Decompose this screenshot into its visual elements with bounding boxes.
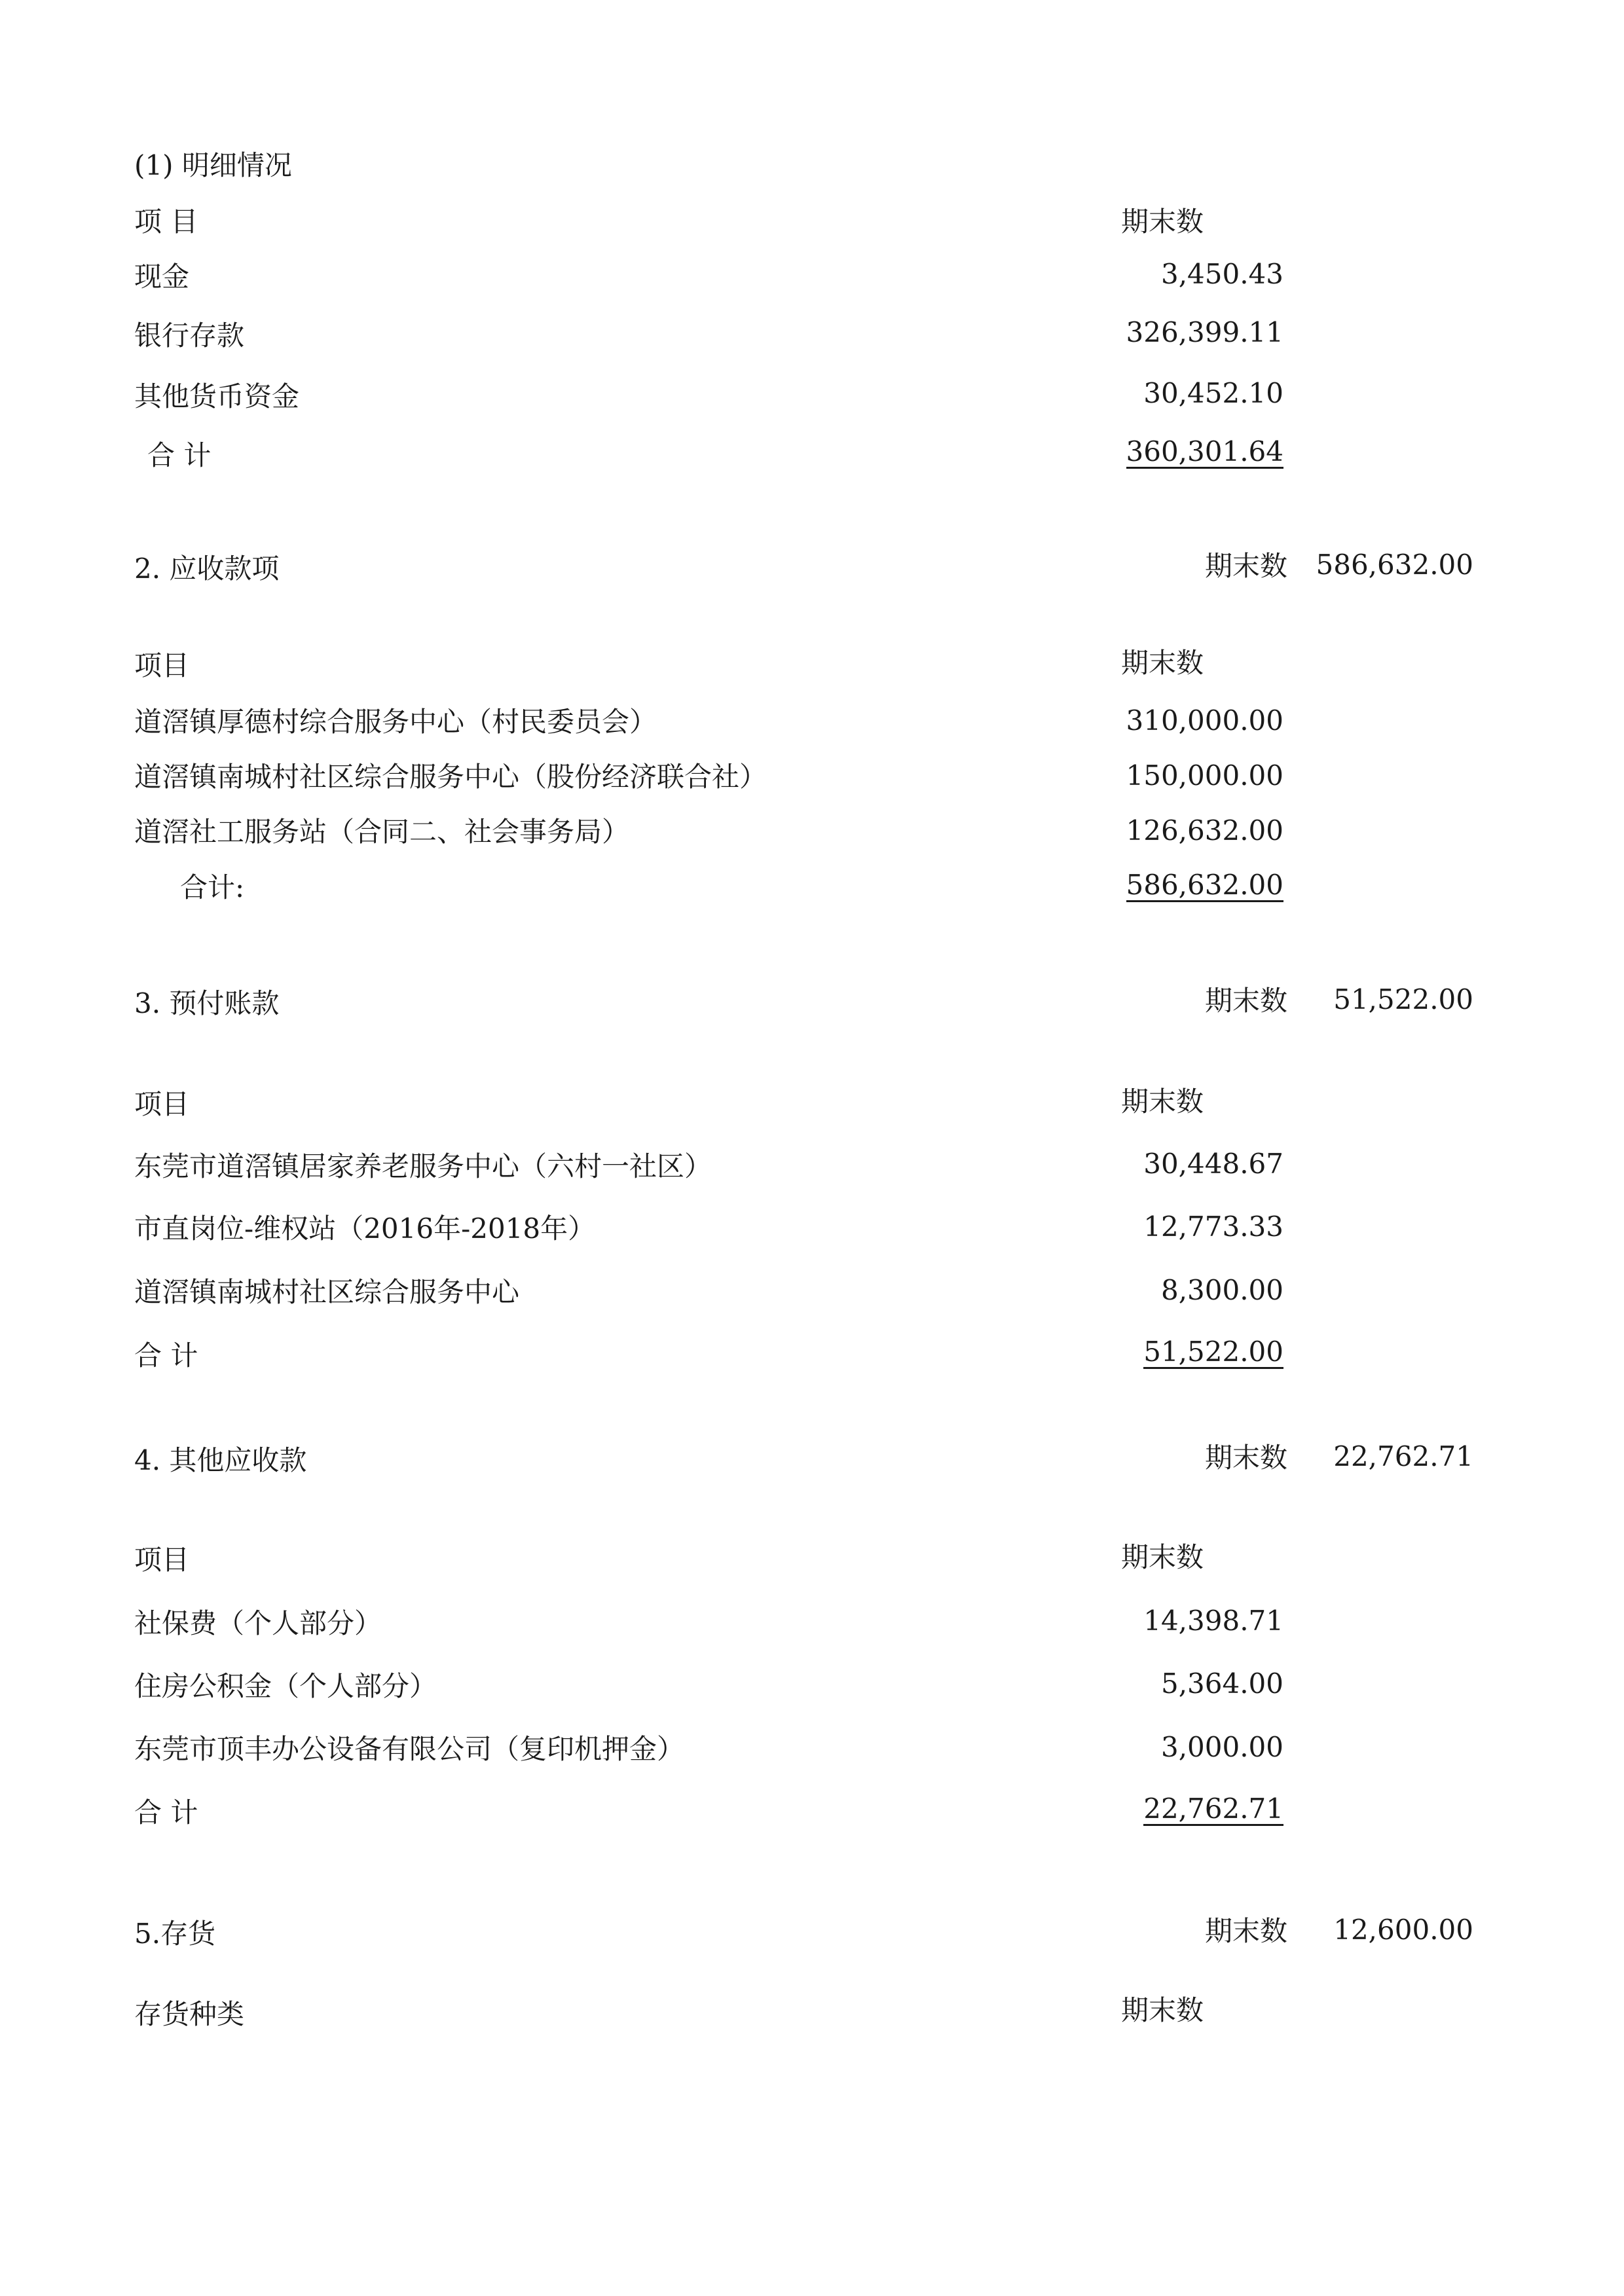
section5-col-item: 存货种类 (134, 1998, 245, 2030)
section4-col-value: 期末数 (1121, 1541, 1204, 1573)
section1-title: (1) 明细情况 (134, 149, 292, 181)
section5-col-value: 期末数 (1121, 1994, 1204, 2026)
section2-summary-label: 期末数 (1205, 550, 1288, 582)
section1-col-item: 项 目 (134, 206, 198, 238)
section2-total-label: 合计: (180, 871, 245, 903)
section3-row-label: 市直岗位-维权站（2016年-2018年） (134, 1212, 596, 1245)
section4-row-label: 社保费（个人部分） (134, 1607, 382, 1639)
section4-row-label: 住房公积金（个人部分） (134, 1670, 437, 1702)
section1-row-value: 30,452.10 (1143, 377, 1283, 409)
section3-total-label: 合 计 (134, 1339, 198, 1372)
section5-summary-label: 期末数 (1205, 1915, 1288, 1947)
section4-total-value: 22,762.71 (1143, 1793, 1283, 1825)
section4-summary-value: 22,762.71 (1333, 1440, 1473, 1472)
section1-row-label: 现金 (134, 261, 190, 293)
section4-row-value: 5,364.00 (1160, 1667, 1283, 1700)
section4-total-label: 合 计 (134, 1796, 198, 1829)
section4-summary-label: 期末数 (1205, 1442, 1288, 1474)
section1-row-value: 326,399.11 (1126, 316, 1283, 348)
section3-row-value: 8,300.00 (1160, 1274, 1283, 1306)
section1-total-label: 合 计 (147, 439, 212, 471)
section2-title: 2. 应收款项 (134, 553, 280, 585)
section3-row-label: 道滘镇南城村社区综合服务中心 (134, 1276, 520, 1308)
section2-row-value: 310,000.00 (1126, 704, 1283, 737)
section2-col-value: 期末数 (1121, 647, 1204, 679)
section2-col-item: 项目 (134, 649, 190, 682)
section2-row-label: 道滘镇厚德村综合服务中心（村民委员会） (134, 706, 657, 738)
section3-summary-label: 期末数 (1205, 985, 1288, 1017)
section2-total-value: 586,632.00 (1126, 869, 1283, 901)
section2-row-label: 道滘镇南城村社区综合服务中心（股份经济联合社） (134, 761, 767, 793)
section3-col-value: 期末数 (1121, 1085, 1204, 1118)
section3-summary-value: 51,522.00 (1333, 983, 1473, 1015)
section1-col-value: 期末数 (1121, 206, 1204, 238)
section4-row-label: 东莞市顶丰办公设备有限公司（复印机押金） (134, 1733, 685, 1765)
section1-row-value: 3,450.43 (1160, 258, 1283, 290)
section2-summary-value: 586,632.00 (1316, 549, 1473, 581)
section1-total-value: 360,301.64 (1126, 435, 1283, 467)
section2-row-value: 126,632.00 (1126, 814, 1283, 847)
section2-row-value: 150,000.00 (1126, 759, 1283, 792)
section4-row-value: 14,398.71 (1143, 1605, 1283, 1637)
section3-row-label: 东莞市道滘镇居家养老服务中心（六村一社区） (134, 1150, 712, 1182)
section4-title: 4. 其他应收款 (134, 1444, 307, 1476)
section1-row-label: 银行存款 (134, 319, 245, 352)
section3-row-value: 12,773.33 (1143, 1211, 1283, 1243)
section3-total-value: 51,522.00 (1143, 1336, 1283, 1368)
section4-col-item: 项目 (134, 1544, 190, 1576)
section5-title: 5.存货 (134, 1918, 216, 1950)
section3-title: 3. 预付账款 (134, 987, 280, 1019)
section3-col-item: 项目 (134, 1088, 190, 1120)
section4-row-value: 3,000.00 (1160, 1731, 1283, 1763)
section2-row-label: 道滘社工服务站（合同二、社会事务局） (134, 816, 630, 848)
section1-row-label: 其他货币资金 (134, 380, 300, 412)
section3-row-value: 30,448.67 (1143, 1148, 1283, 1180)
section5-summary-value: 12,600.00 (1333, 1914, 1473, 1946)
